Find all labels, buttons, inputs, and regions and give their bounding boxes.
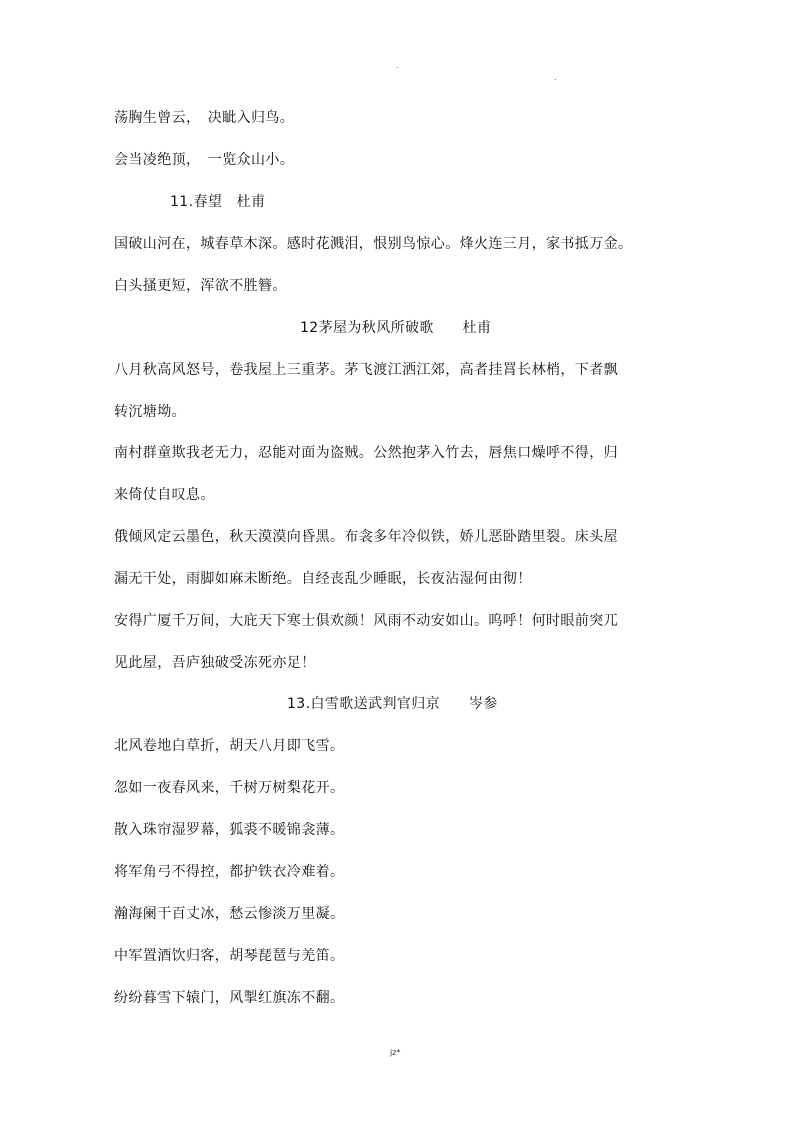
poem-line: 漏无干处，雨脚如麻未断绝。自经丧乱少睡眠，长夜沾湿何由彻！ xyxy=(114,571,532,587)
poem-line: 荡胸生曾云， 决眦入归鸟。 xyxy=(114,110,295,126)
poem-line: 中军置酒饮归客，胡琴琵琶与羌笛。 xyxy=(114,948,345,964)
poem-line: 见此屋，吾庐独破受冻死亦足！ xyxy=(114,655,316,671)
poem-line: 安得广厦千万间，大庇天下寒士俱欢颜！风雨不动安如山。呜呼！何时眼前突兀 xyxy=(114,613,618,629)
poem-line: 会当凌绝顶， 一览众山小。 xyxy=(114,152,295,168)
poem-title: 12茅屋为秋风所破歌 杜甫 xyxy=(300,320,492,336)
poem-line: 来倚仗自叹息。 xyxy=(114,487,215,503)
poem-line: 俄倾风定云墨色，秋天漠漠向昏黑。布衾多年冷似铁，娇儿恶卧踏里裂。床头屋 xyxy=(114,529,618,545)
poem-line: 散入珠帘湿罗幕，狐裘不暖锦衾薄。 xyxy=(114,822,345,838)
poem-title: 13.白雪歌送武判官归京 岑参 xyxy=(287,696,498,712)
poem-line: 北风卷地白草折，胡天八月即飞雪。 xyxy=(114,738,345,754)
poem-line: 瀚海阑干百丈冰，愁云惨淡万里凝。 xyxy=(114,906,345,922)
poem-line: 南村群童欺我老无力，忍能对面为盗贼。公然抱茅入竹去，唇焦口燥呼不得，归 xyxy=(114,445,618,461)
poem-line: 将军角弓不得控，都护铁衣冷难着。 xyxy=(114,864,345,880)
poem-line: 转沉塘坳。 xyxy=(114,404,186,420)
poem-line: 纷纷暮雪下辕门，风掣红旗冻不翻。 xyxy=(114,990,345,1006)
poem-line: 白头搔更短，浑欲不胜簪。 xyxy=(114,278,287,294)
page-footer: jz* xyxy=(390,1048,401,1057)
poem-line: 忽如一夜春风来，千树万树梨花开。 xyxy=(114,780,345,796)
poem-line: 国破山河在，城春草木深。感时花溅泪，恨别鸟惊心。烽火连三月，家书抵万金。 xyxy=(114,236,633,252)
poem-line: 八月秋高风怒号，卷我屋上三重茅。茅飞渡江洒江郊，高者挂罥长林梢，下者飘 xyxy=(114,362,618,378)
header-dot: . xyxy=(554,73,557,82)
poem-title: 11.春望 杜甫 xyxy=(170,194,266,210)
header-dot: . xyxy=(396,61,399,70)
